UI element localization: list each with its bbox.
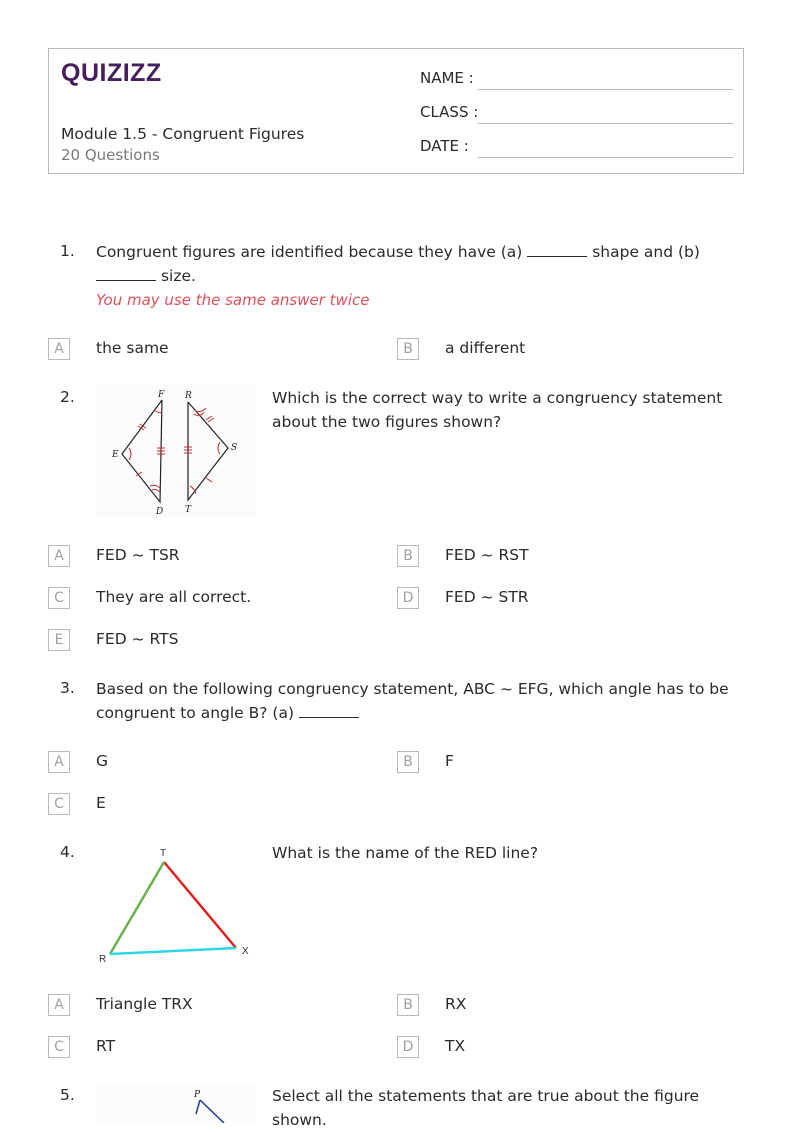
option-text: E <box>96 794 106 812</box>
quizizz-logo: QUIZIZZ <box>61 59 162 87</box>
question-2-number: 2. <box>60 388 75 406</box>
question-1-text-part2: shape and (b) <box>592 243 700 261</box>
option-box[interactable]: D <box>397 1036 419 1058</box>
option-box[interactable]: E <box>48 629 70 651</box>
question-3-number: 3. <box>60 679 75 697</box>
option-box[interactable]: B <box>397 751 419 773</box>
option-text: F <box>445 752 454 770</box>
option-text: Triangle TRX <box>96 995 193 1013</box>
option-box[interactable]: C <box>48 587 70 609</box>
class-field[interactable] <box>478 123 733 124</box>
question-1-hint: You may use the same answer twice <box>96 291 370 309</box>
label-x: X <box>242 946 249 957</box>
label-f: F <box>158 390 165 400</box>
option-box[interactable]: D <box>397 587 419 609</box>
option-box[interactable]: A <box>48 994 70 1016</box>
option-text: a different <box>445 339 526 357</box>
date-field[interactable] <box>478 157 733 158</box>
label-t: T <box>185 505 192 515</box>
question-4-number: 4. <box>60 843 75 861</box>
label-r: R <box>99 954 107 965</box>
name-label: NAME : <box>420 69 474 87</box>
question-2-text: Which is the correct way to write a congruency statement about the two figures shown? <box>272 389 723 431</box>
red-line-tx <box>164 862 236 948</box>
option-box[interactable]: C <box>48 1036 70 1058</box>
question-5-figure <box>96 1084 256 1123</box>
congruent-triangles-figure <box>96 384 256 518</box>
option-box[interactable]: B <box>397 994 419 1016</box>
label-d: D <box>156 507 164 517</box>
name-field[interactable] <box>478 89 733 90</box>
option-text: RT <box>96 1037 116 1055</box>
question-1-text-part1: Congruent figures are identified because they have (a) <box>96 243 523 261</box>
option-box[interactable]: A <box>48 338 70 360</box>
triangle-trx-figure <box>96 842 256 970</box>
answer-blank-b[interactable] <box>96 266 156 281</box>
option-text: FED ~ RST <box>445 546 529 564</box>
option-text: G <box>96 752 109 770</box>
question-3-text-part1: Based on the following congruency statement, ABC ~ EFG, which angle has to be congruent to angle B? (a) <box>96 680 729 722</box>
option-text: TX <box>445 1037 466 1055</box>
class-label: CLASS : <box>420 103 479 121</box>
option-text: FED ~ TSR <box>96 546 180 564</box>
answer-blank-a[interactable] <box>527 242 587 257</box>
option-text: FED ~ STR <box>445 588 529 606</box>
worksheet-header <box>48 48 744 174</box>
date-label: DATE : <box>420 137 469 155</box>
label-r: R <box>185 391 192 401</box>
option-box[interactable]: A <box>48 545 70 567</box>
question-4-text: What is the name of the RED line? <box>272 844 539 862</box>
option-box[interactable]: B <box>397 545 419 567</box>
cyan-line-rx <box>110 948 236 954</box>
green-line-tr <box>110 862 164 954</box>
question-1-text <box>96 240 746 312</box>
option-text: RX <box>445 995 467 1013</box>
label-t: T <box>160 848 167 859</box>
answer-blank-a[interactable] <box>299 703 359 718</box>
option-box[interactable]: A <box>48 751 70 773</box>
question-1-number: 1. <box>60 242 75 260</box>
option-text: FED ~ RTS <box>96 630 179 648</box>
question-count: 20 Questions <box>61 146 160 164</box>
question-5-text: Select all the statements that are true about the figure shown. <box>272 1087 700 1129</box>
question-3-text <box>96 677 746 725</box>
option-text: They are all correct. <box>96 588 252 606</box>
worksheet-title: Module 1.5 - Congruent Figures <box>61 125 305 143</box>
question-5-number: 5. <box>60 1086 75 1104</box>
option-box[interactable]: C <box>48 793 70 815</box>
option-text: the same <box>96 339 169 357</box>
question-1-text-part3: size. <box>160 267 196 285</box>
label-s: S <box>231 443 238 453</box>
option-box[interactable]: B <box>397 338 419 360</box>
label-p: P <box>194 1090 201 1100</box>
label-e: E <box>112 450 119 460</box>
